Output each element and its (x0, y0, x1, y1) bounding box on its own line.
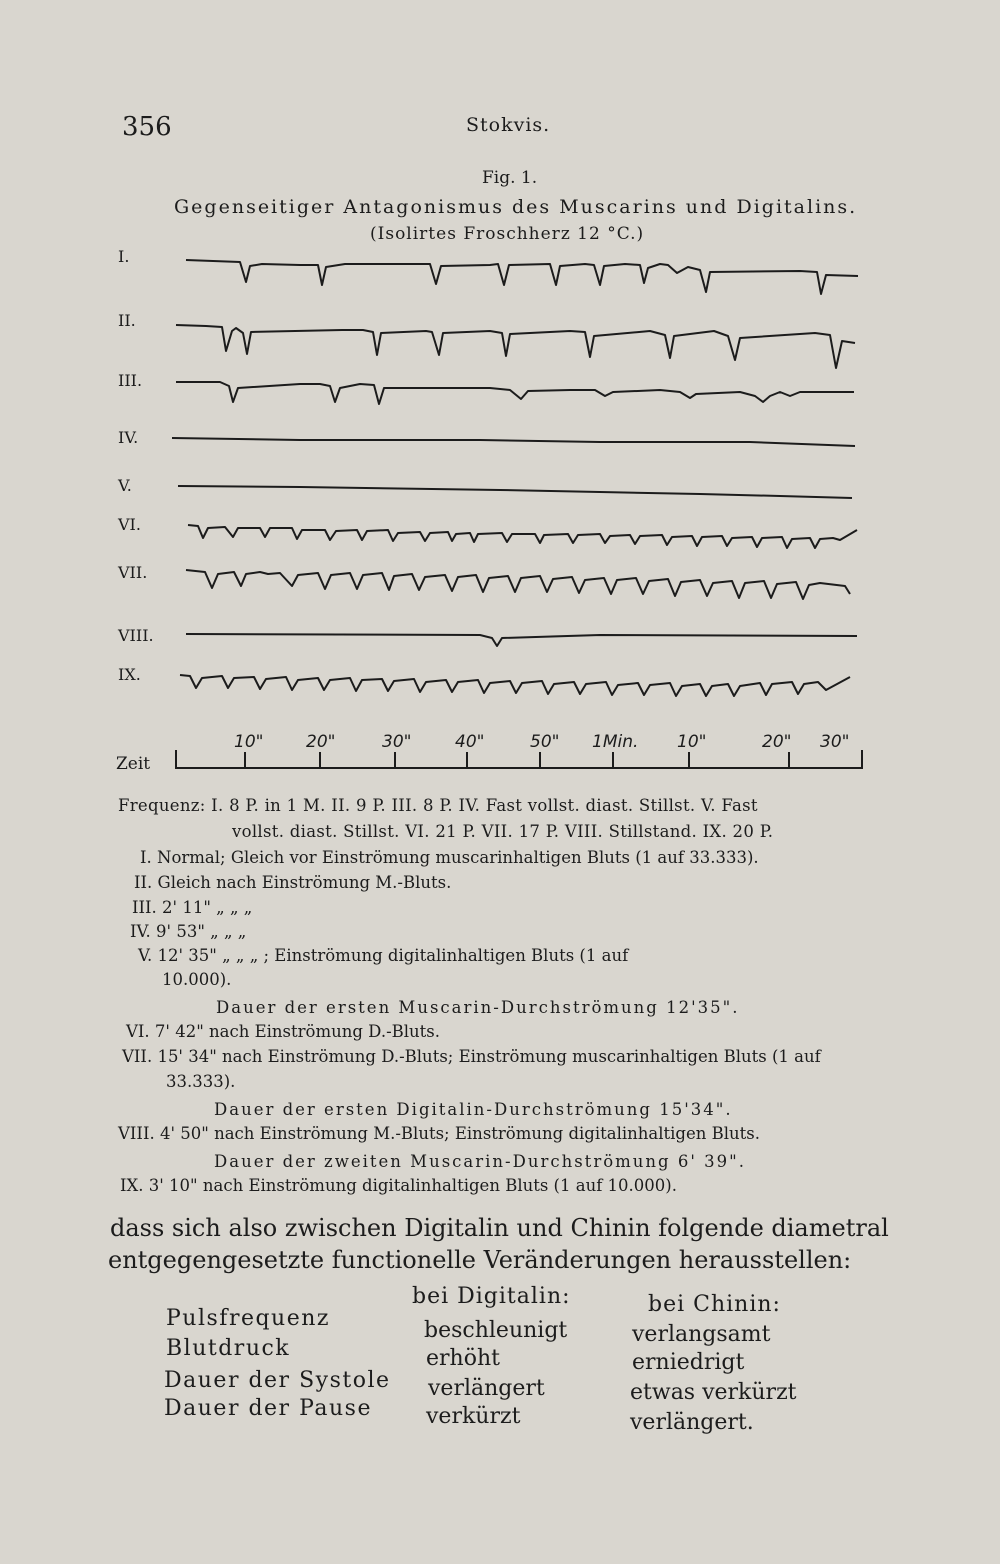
time-tick-4: 40" (455, 732, 485, 752)
trace-4 (172, 438, 855, 446)
trace-8 (186, 634, 857, 646)
table-row-1-digitalin: beschleunigt (424, 1318, 568, 1343)
caption-note-7: Dauer der ersten Muscarin-Durchströmung 12'35". (216, 998, 740, 1017)
page-number: 356 (122, 112, 172, 142)
running-head: Stokvis. (466, 114, 551, 136)
time-tick-3: 30" (382, 732, 412, 752)
table-row-4-digitalin: verkürzt (426, 1404, 521, 1429)
time-tick-5: 50" (530, 732, 560, 752)
time-axis-label: Zeit (116, 754, 151, 774)
caption-note-10: 33.333). (166, 1072, 236, 1091)
trace-6 (188, 525, 857, 548)
caption-frequenz-line-2: vollst. diast. Stillst. VI. 21 P. VII. 17 P. VIII. Stillstand. IX. 20 P. (232, 822, 774, 841)
caption-note-1: I. Normal; Gleich vor Einströmung muscarinhaltigen Bluts (1 auf 33.333). (140, 848, 759, 867)
caption-note-2: II. Gleich nach Einströmung M.-Bluts. (134, 873, 452, 892)
time-axis (176, 750, 862, 768)
table-row-2-chinin: erniedrigt (632, 1350, 745, 1375)
caption-note-4: IV. 9' 53" „ „ „ (130, 922, 247, 941)
trace-label-3: III. (118, 371, 143, 390)
caption-note-9: VII. 15' 34" nach Einströmung D.-Bluts; Einströmung muscarinhaltigen Bluts (1 auf (122, 1047, 821, 1066)
table-row-1-param: Pulsfrequenz (166, 1306, 331, 1331)
trace-2 (176, 325, 855, 368)
caption-note-8: VI. 7' 42" nach Einströmung D.-Bluts. (126, 1022, 441, 1041)
trace-9 (180, 675, 850, 696)
time-tick-1: 10" (234, 732, 264, 752)
table-row-2-digitalin: erhöht (426, 1346, 500, 1371)
body-line-1: dass sich also zwischen Digitalin und Chinin folgende diametral (110, 1214, 889, 1242)
caption-frequenz-line-1: Frequenz: I. 8 P. in 1 M. II. 9 P. III. 8 P. IV. Fast vollst. diast. Stillst. V. Fast (118, 796, 758, 815)
time-tick-2: 20" (306, 732, 336, 752)
caption-note-14: IX. 3' 10" nach Einströmung digitalinhaltigen Bluts (1 auf 10.000). (120, 1176, 677, 1195)
table-row-3-param: Dauer der Systole (164, 1368, 391, 1393)
figure-subtitle: (Isolirtes Froschherz 12 °C.) (370, 224, 645, 244)
table-header-digitalin: bei Digitalin: (412, 1284, 571, 1309)
trace-3 (176, 382, 854, 404)
figure-title: Gegenseitiger Antagonismus des Muscarins und Digitalins. (174, 196, 858, 218)
body-line-2: entgegengesetzte functionelle Veränderungen herausstellen: (108, 1246, 852, 1274)
figure-label: Fig. 1. (482, 168, 538, 188)
table-row-1-chinin: verlangsamt (632, 1322, 771, 1347)
trace-label-4: IV. (118, 428, 139, 447)
caption-note-11: Dauer der ersten Digitalin-Durchströmung 15'34". (214, 1100, 733, 1119)
caption-note-12: VIII. 4' 50" nach Einströmung M.-Bluts; Einströmung digitalinhaltigen Bluts. (118, 1124, 760, 1143)
trace-7 (186, 570, 850, 599)
table-row-3-digitalin: verlängert (428, 1376, 545, 1401)
trace-label-1: I. (118, 247, 130, 266)
caption-note-6: 10.000). (162, 970, 232, 989)
trace-1 (186, 260, 858, 294)
table-row-2-param: Blutdruck (166, 1336, 291, 1361)
caption-note-5: V. 12' 35" „ „ „ ; Einströmung digitalinhaltigen Bluts (1 auf (138, 946, 629, 965)
trace-5 (178, 486, 852, 498)
table-row-3-chinin: etwas verkürzt (630, 1380, 797, 1405)
trace-label-5: V. (118, 476, 132, 495)
trace-label-8: VIII. (118, 626, 154, 645)
trace-label-6: VI. (118, 515, 141, 534)
time-tick-7: 10" (677, 732, 707, 752)
time-tick-8: 20" (762, 732, 792, 752)
trace-label-7: VII. (118, 563, 148, 582)
caption-note-3: III. 2' 11" „ „ „ (132, 898, 253, 917)
time-tick-6: 1Min. (592, 732, 639, 752)
table-header-chinin: bei Chinin: (648, 1292, 781, 1317)
time-tick-9: 30" (820, 732, 850, 752)
trace-label-2: II. (118, 311, 136, 330)
caption-note-13: Dauer der zweiten Muscarin-Durchströmung 6' 39". (214, 1152, 746, 1171)
table-row-4-param: Dauer der Pause (164, 1396, 372, 1421)
table-row-4-chinin: verlängert. (630, 1410, 754, 1435)
trace-label-9: IX. (118, 665, 141, 684)
